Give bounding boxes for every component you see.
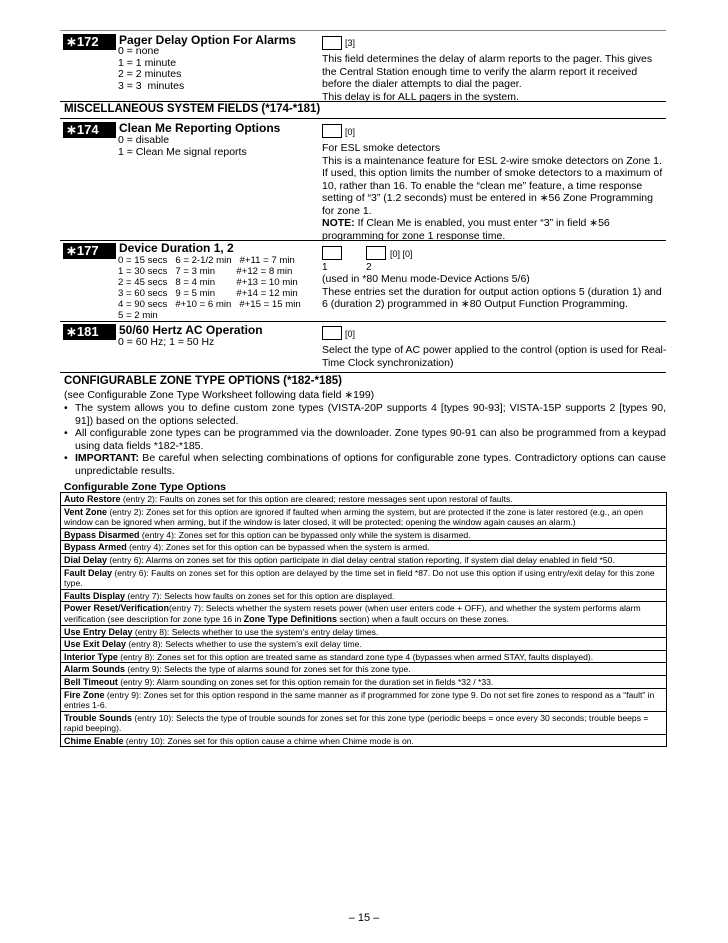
row-text: (entry 6): Faults on zones set for this option are delayed by the time set in field *87. Do not use this option if using entry/exit delay for this zone type. — [64, 567, 655, 589]
row-name: Fault Delay — [64, 567, 113, 578]
table-row — [61, 589, 667, 602]
table-row — [61, 602, 667, 625]
table-cell — [61, 734, 667, 747]
table-row — [61, 541, 667, 554]
field-172-description — [322, 53, 667, 103]
table-row — [61, 566, 667, 589]
field-174-title: Clean Me Reporting Options — [119, 121, 281, 135]
bullet-text: All configurable zone types can be programmed via the downloader. Zone types 90-91 can also be programmed from a keypad using data fields *182-*185. — [75, 427, 666, 452]
rule — [60, 118, 666, 119]
field-174-desc-1: For ESL smoke detectors — [322, 142, 441, 154]
misc-section-header: MISCELLANEOUS SYSTEM FIELDS (*174-*181) — [64, 103, 321, 115]
table-row — [61, 675, 667, 688]
field-172-options: 0 = none 1 = 1 minute 2 = 2 minutes 3 = 3 minutes — [118, 45, 185, 92]
note-text: If Clean Me is enabled, you must enter “3” in field ∗56 programming for zone 1 response time. — [322, 217, 610, 242]
table-cell — [61, 589, 667, 602]
rule — [60, 321, 666, 322]
field-172-badge: ∗172 — [63, 34, 116, 50]
field-177-entry-box-2 — [366, 246, 386, 260]
row-text: (entry 7): Selects whether the system resets power (when user enters code + OFF), and whether the system performs alarm verification (see description for zone type 16 in — [64, 603, 641, 624]
row-text: (entry 9): Zones set for this option respond in the same manner as if programmed for zone type 9. Do not set fire zones to respond as a “fault” in entries 1-6. — [64, 689, 655, 711]
bullet-bold: IMPORTANT: — [75, 452, 139, 464]
field-177-box-label-2: 2 — [366, 262, 372, 273]
page-number: – 15 – — [348, 912, 380, 924]
table-row — [61, 505, 667, 528]
row-text: (entry 6): Alarms on zones set for this option participate in dial delay central station reporting, if system dial delay enabled in field *50. — [107, 554, 615, 565]
rule — [60, 372, 666, 373]
list-item: • The system allows you to define custom zone types (VISTA-20P supports 4 [types 90-93]; VISTA-15P supports 2 [types 90, 91]) based on the options selected. — [64, 402, 666, 427]
table-row — [61, 493, 667, 506]
row-name: Chime Enable — [64, 735, 124, 746]
table-cell — [61, 663, 667, 676]
field-181-options: 0 = 60 Hz; 1 = 50 Hz — [118, 336, 215, 348]
row-name: Alarm Sounds — [64, 664, 126, 675]
row-text: (entry 9): Alarm sounding on zones set for this option remain for the duration set in fields *32 / *33. — [117, 676, 494, 687]
field-177-box-label-1: 1 — [322, 262, 328, 273]
row-text: (entry 8): Selects whether to use the system’s exit delay time. — [126, 639, 362, 650]
row-name: Power Reset/Verification — [64, 603, 170, 614]
table-row — [61, 663, 667, 676]
row-name: Interior Type — [64, 651, 118, 662]
table-row — [61, 734, 667, 747]
field-181-entry-box — [322, 326, 342, 340]
table-cell — [61, 650, 667, 663]
row-text: (entry 8): Selects whether to use the system’s entry delay times. — [132, 626, 379, 637]
field-172-default: [3] — [345, 38, 356, 48]
row-name: Dial Delay — [64, 554, 108, 565]
table-cell — [61, 566, 667, 589]
config-section-header: CONFIGURABLE ZONE TYPE OPTIONS (*182-*185) — [64, 375, 342, 387]
row-name: Bypass Armed — [64, 542, 127, 553]
field-174-note — [322, 217, 667, 242]
field-174-options: 0 = disable 1 = Clean Me signal reports — [118, 134, 247, 158]
table-row — [61, 638, 667, 651]
field-181-desc-1: Select the type of AC power applied to the control (option is used for Real-Time Clock synchronization) — [322, 344, 667, 369]
table-row — [61, 688, 667, 711]
field-181-description — [322, 344, 667, 369]
row-text: (entry 9): Selects the type of alarms sound for zones set for this zone type. — [125, 664, 411, 675]
row-name: Bypass Disarmed — [64, 529, 140, 540]
row-text: (entry 8): Zones set for this option are treated same as standard zone type 4 (bypasses when armed STAY, faults displayed). — [117, 651, 594, 662]
table-cell — [61, 675, 667, 688]
table-cell — [61, 602, 667, 625]
bullet-text: The system allows you to define custom zone types (VISTA-20P supports 4 [types 90-93]; VISTA-15P supports 2 [types 90, 91]) based on the options selected. — [75, 402, 666, 427]
row-name: Auto Restore — [64, 494, 121, 504]
top-rule — [60, 30, 666, 31]
table-cell — [61, 493, 667, 506]
field-174-description — [322, 142, 667, 242]
row-name: Use Exit Delay — [64, 639, 127, 650]
row-name: Fire Zone — [64, 689, 105, 700]
row-text: (entry 4): Zones set for this option can be bypassed when the system is armed. — [126, 542, 430, 553]
table-cell — [61, 553, 667, 566]
field-177-title: Device Duration 1, 2 — [119, 241, 234, 255]
row-text: (entry 4): Zones set for this option can be bypassed only while the system is disarmed. — [139, 529, 471, 540]
field-177-entry-box-1 — [322, 246, 342, 260]
row-bold-ref: Zone Type Definitions — [243, 613, 337, 624]
table-title: Configurable Zone Type Options — [64, 481, 226, 493]
table-cell — [61, 541, 667, 554]
row-name: Bell Timeout — [64, 676, 118, 687]
field-181-badge: ∗181 — [63, 324, 116, 340]
rule — [60, 101, 666, 102]
field-181-title: 50/60 Hertz AC Operation — [119, 323, 263, 337]
list-item: • All configurable zone types can be programmed via the downloader. Zone types 90-91 can also be programmed from a keypad using data fields *182-*185. — [64, 427, 666, 452]
table-row — [61, 711, 667, 734]
field-181-default: [0] — [345, 329, 356, 339]
table-cell — [61, 528, 667, 541]
field-174-default: [0] — [345, 127, 356, 137]
row-text: (entry 2): Faults on zones set for this option are cleared; restore messages sent upon restoral of faults. — [120, 494, 513, 504]
table-row — [61, 528, 667, 541]
row-text: (entry 10): Selects the type of trouble sounds for zones set for this zone type (periodic beeps = once every 30 seconds; trouble beeps = rapid beeping). — [64, 712, 649, 734]
field-174-desc-2: This is a maintenance feature for ESL 2-wire smoke detectors on Zone 1. If used, this option limits the number of smoke detectors to a maximum of 10, rather than 16. To enable the “clean me” feature, a time response setting of “3” (1.2 seconds) must be entered in ∗56 Zone Programming for zone 1. — [322, 154, 663, 217]
table-cell — [61, 638, 667, 651]
row-text: (entry 2): Zones set for this option are ignored if faulted when arming the system, but are protected if the zone is later restored (e.g., an open window can be ignored when arming, but if the window is later closed, it will be protected; opening the window again causes an alarm.) — [64, 506, 643, 528]
field-174-entry-box — [322, 124, 342, 138]
table-row — [61, 625, 667, 638]
row-name: Trouble Sounds — [64, 712, 133, 723]
field-172-title: Pager Delay Option For Alarms — [119, 33, 296, 47]
row-text: (entry 7): Selects how faults on zones set for this option are displayed. — [125, 590, 395, 601]
zone-type-options-table — [60, 492, 667, 747]
row-name: Use Entry Delay — [64, 626, 133, 637]
field-174-badge: ∗174 — [63, 122, 116, 138]
table-cell — [61, 688, 667, 711]
field-177-badge: ∗177 — [63, 243, 116, 259]
config-bullets — [64, 402, 666, 477]
table-cell — [61, 625, 667, 638]
row-name: Faults Display — [64, 590, 126, 601]
bullet-text: Be careful when selecting combinations of options for configurable zone types. Contradictory options can cause unpredictable results. — [75, 452, 666, 477]
note-label: NOTE: — [322, 217, 355, 229]
list-item: • IMPORTANT: Be careful when selecting combinations of options for configurable zone types. Contradictory options can cause unpredictable results. — [64, 452, 666, 477]
table-cell — [61, 711, 667, 734]
field-177-description — [322, 273, 667, 311]
row-text: (entry 10): Zones set for this option cause a chime when Chime mode is on. — [123, 735, 414, 746]
table-cell — [61, 505, 667, 528]
field-177-desc-1: (used in *80 Menu mode-Device Actions 5/6) — [322, 273, 530, 285]
field-172-desc-2: This delay is for ALL pagers in the system. — [322, 90, 519, 103]
field-172-entry-box — [322, 36, 342, 50]
table-row — [61, 650, 667, 663]
row-text: section) when a fault occurs on these zones. — [336, 613, 509, 624]
config-subtitle: (see Configurable Zone Type Worksheet following data field ∗199) — [64, 389, 375, 401]
field-177-desc-2: These entries set the duration for output action options 5 (duration 1) and 6 (duration 2) programmed in ∗80 Output Function Programming. — [322, 285, 662, 310]
row-name: Vent Zone — [64, 506, 108, 517]
table-row — [61, 553, 667, 566]
field-172-desc-1: This field determines the delay of alarm reports to the pager. This gives the Central Station enough time to verify the alarm report it received before the dialer attempts to dial the pager. — [322, 53, 653, 90]
field-177-default: [0] [0] — [390, 249, 413, 259]
field-177-options: 0 = 15 secs 6 = 2-1/2 min #+11 = 7 min 1 = 30 secs 7 = 3 min #+12 = 8 min 2 = 45 secs 8 = 4 min #+13 = 10 min 3 = 60 secs 9 = 5 min #+14 = 12 min 4 = 90 secs #+10 = 6 min #+15 = 15 min 5 = 2 min — [118, 255, 301, 321]
